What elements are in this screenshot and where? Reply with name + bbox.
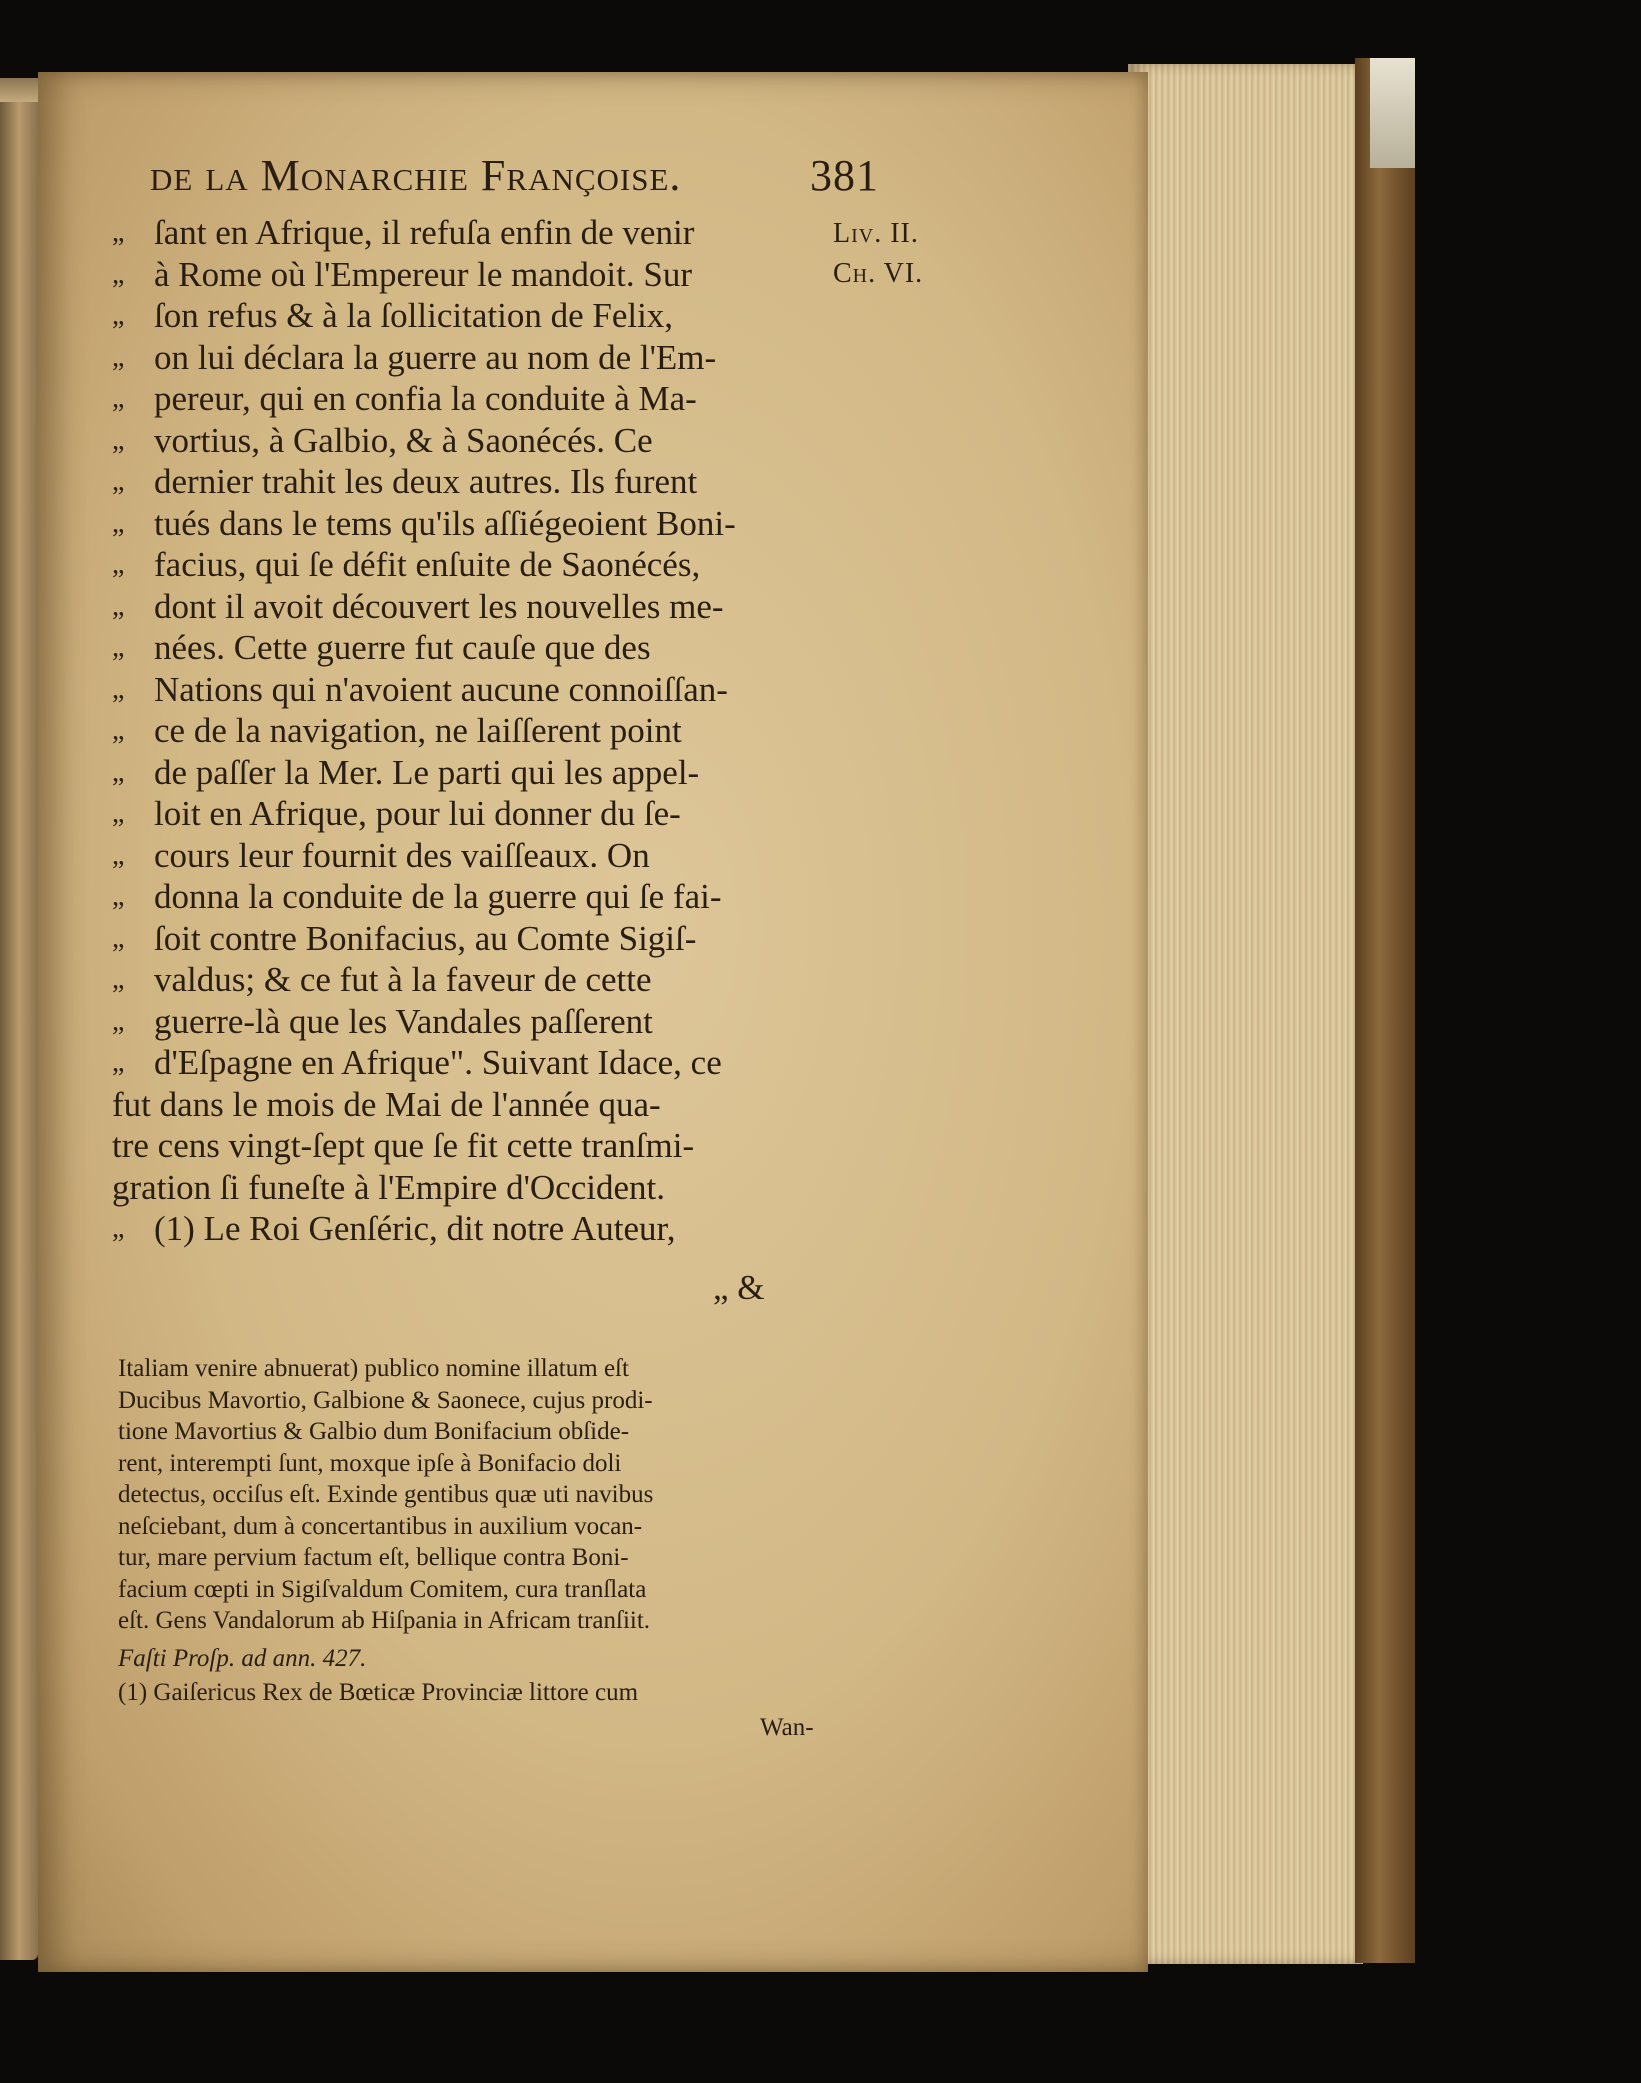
running-header [150,150,879,210]
quote-mark: „ [112,590,125,622]
body-line-text: tre cens vingt-ſept que ſe fit cette tranſmi- [112,1126,695,1165]
body-line-text: tués dans le tems qu'ils aſſiégeoient Boni- [154,503,736,543]
footnote-2: (1) Gaiſericus Rex de Bœticæ Provinciæ littore cum [118,1679,639,1706]
marginal-chapter: Ch. VI. [833,258,924,289]
body-line-text: on lui déclara la guerre au nom de l'Em- [154,337,717,377]
footnote-line: tione Mavortius & Galbio dum Bonifacium obſide- [118,1418,630,1445]
quote-mark: „ [112,632,125,663]
quote-mark: „ [112,673,125,705]
footnote-line: rent, interempti ſunt, moxque ipſe à Bonifacio doli [118,1449,622,1477]
catchword: „ & [713,1268,765,1307]
footnote-line: detectus, occiſus eſt. Exinde gentibus quæ uti navibus [118,1481,654,1508]
quote-mark: „ [112,839,125,871]
quote-mark: „ [112,466,125,497]
page-stack-edge [1128,64,1363,1964]
body-line-text: valdus; & ce fut à la faveur de cette [154,960,652,999]
body-line-text: de paſſer la Mer. Le parti qui les appel- [154,752,700,792]
body-line-text: facius, qui ſe défit enſuite de Saonécés, [154,545,701,584]
body-line-text: ſant en Afrique, il refuſa enfin de venir [154,213,695,252]
body-line-text: cours leur fournit des vaiſſeaux. On [154,835,650,875]
body-line-text: vortius, à Galbio, & à Saonécés. Ce [154,420,653,460]
quote-mark: „ [112,798,125,829]
body-line-text: nées. Cette guerre fut cauſe que des [154,628,651,667]
footnote-line: eſt. Gens Vandalorum ab Hiſpania in Africam tranſiit. [118,1607,651,1634]
quote-mark: „ [112,217,125,248]
body-line-text: pereur, qui en confia la conduite à Ma- [154,379,697,418]
header-title: de la Monarchie Françoise. [150,151,682,200]
page-number: 381 [810,151,879,200]
body-line-text: (1) Le Roi Genſéric, dit notre Auteur, [154,1209,676,1248]
footnote-source: Faſti Proſp. ad ann. 427. [118,1645,367,1672]
quote-mark: „ [112,881,125,912]
quote-mark: „ [112,964,125,995]
body-line-text: fut dans le mois de Mai de l'année qua- [112,1084,661,1124]
footnote-line: Italiam venire abnuerat) publico nomine illatum eſt [118,1355,629,1382]
footnote-line: neſciebant, dum à concertantibus in auxilium vocan- [118,1512,643,1540]
book-cover [1355,58,1415,1963]
body-line-text: loit en Afrique, pour lui donner du ſe- [154,794,681,833]
left-page-edge [0,80,38,1960]
body-line-text: guerre-là que les Vandales paſſerent [154,1001,653,1041]
cover-label [1370,58,1415,168]
quote-mark: „ [112,341,125,373]
quote-mark: „ [112,300,125,331]
body-line-text: d'Eſpagne en Afrique". Suivant Idace, ce [154,1043,722,1082]
body-line-text: Nations qui n'avoient aucune connoiſſan- [154,669,728,709]
quote-mark: „ [112,1005,125,1037]
body-line-text: à Rome où l'Empereur le mandoit. Sur [154,254,692,294]
body-line-text: dont il avoit découvert les nouvelles me- [154,586,724,626]
body-line-text: dernier trahit les deux autres. Ils furent [154,462,698,501]
body-line-text: ſoit contre Bonifacius, au Comte Sigiſ- [154,918,697,958]
quote-mark: „ [112,258,125,290]
body-line-text: gration ſi funeſte à l'Empire d'Occident. [112,1167,665,1207]
marginal-book: Liv. II. [833,218,919,249]
quote-mark: „ [112,549,125,580]
body-line-text: donna la conduite de la guerre qui ſe fai- [154,877,722,916]
quote-mark: „ [112,756,125,788]
footnote-line: facium cœpti in Sigiſvaldum Comitem, cura tranſlata [118,1575,647,1603]
quote-mark: „ [112,715,125,746]
footnote-line: tur, mare pervium factum eſt, bellique contra Boni- [118,1544,629,1571]
footnote-catchword: Wan- [760,1714,814,1741]
quote-mark: „ [112,1047,125,1078]
quote-mark: „ [112,424,125,456]
quote-mark: „ [112,507,125,539]
body-line-text: ce de la navigation, ne laiſſerent point [154,711,682,750]
quote-mark: „ [112,383,125,414]
quote-mark: „ [112,922,125,954]
body-line-text: ſon refus & à la ſollicitation de Felix, [154,296,674,335]
quote-mark: „ [112,1213,125,1244]
footnote-line: Ducibus Mavortio, Galbione & Saonece, cujus prodi- [118,1386,653,1414]
